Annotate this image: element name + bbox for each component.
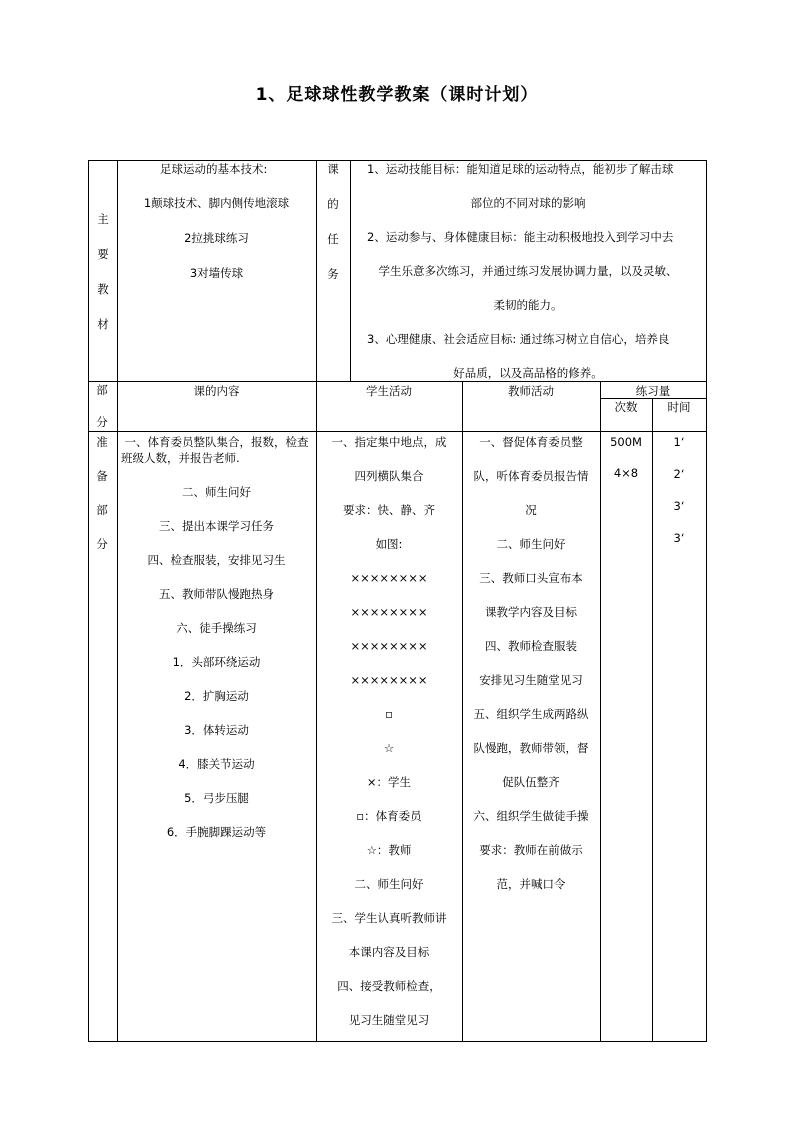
lesson-task-line: 3、心理健康、社会适应目标: 通过练习树立自信心，培养良 [367, 332, 670, 346]
prep-content-line: 1．头部环绕运动 [172, 655, 261, 669]
main-material-label-char: 要 [97, 247, 109, 261]
header-student: 学生活动 [366, 384, 412, 398]
lesson-task-label-char: 的 [327, 197, 339, 211]
prep-duration-value: 3‘ [673, 531, 685, 545]
header-content: 课的内容 [193, 384, 240, 398]
table-border-bottom [88, 1041, 707, 1042]
table-border-top [88, 160, 707, 161]
lesson-task-line: 部位的不同对球的影响 [470, 196, 586, 210]
prep-content-line: 五、教师带队慢跑热身 [159, 587, 274, 601]
lesson-task-line: 2、运动参与、身体健康目标：能主动积极地投入到学习中去 [367, 230, 674, 244]
table-border-right [706, 160, 707, 1041]
prep-teacher-line: 六、组织学生做徒手操 [473, 809, 589, 823]
prep-student-line: 见习生随堂见习 [348, 1013, 430, 1027]
prep-times-value: 4×8 [613, 466, 639, 480]
prep-student-line: ☆ [383, 741, 395, 755]
prep-teacher-line: 一、督促体育委员整 [479, 435, 583, 449]
prep-student-line: 四列横队集合 [354, 469, 424, 483]
header-part-char: 部 [96, 383, 108, 397]
prep-student-line: ▫ [385, 707, 393, 721]
prep-content-line: 三、提出本课学习任务 [159, 519, 274, 533]
lesson-task-line: 好品质，以及高品格的修养。 [453, 366, 603, 380]
main-material-line: 1颠球技术、脚内侧传地滚球 [143, 196, 290, 210]
prep-duration-value: 1‘ [673, 435, 685, 449]
header-times: 次数 [614, 400, 638, 414]
prep-content-line: 六、徒手操练习 [176, 621, 257, 635]
prep-teacher-line: 五、组织学生成两路纵 [473, 707, 589, 721]
prep-times-value: 500M [610, 435, 642, 449]
col-divider-teacher [600, 381, 601, 1041]
header-practice: 练习量 [635, 384, 671, 398]
prep-student-line: ×××××××× [350, 571, 428, 585]
prep-content-line: 二、师生问好 [182, 485, 251, 499]
lesson-task-line: 柔韧的能力。 [493, 298, 563, 312]
header-duration: 时间 [667, 400, 691, 414]
prep-content-line: 4．膝关节运动 [178, 757, 255, 771]
table-border-left [88, 160, 89, 1041]
main-material-label-char: 教 [97, 282, 109, 296]
row-divider-body [88, 431, 707, 432]
prep-student-line: ×××××××× [350, 673, 428, 687]
prep-content-line: 四、检查服装，安排见习生 [147, 553, 286, 567]
prep-part-char: 备 [96, 469, 108, 483]
prep-part-char: 准 [96, 435, 108, 449]
prep-student-line: 本课内容及目标 [348, 945, 430, 959]
prep-duration-value: 2‘ [673, 467, 685, 481]
prep-student-line: 二、师生问好 [354, 877, 424, 891]
prep-student-line: 三、学生认真听教师讲 [331, 911, 447, 925]
col-divider-practice [652, 398, 653, 1041]
col-divider-content [316, 160, 317, 1041]
prep-teacher-line: 安排见习生随堂见习 [479, 673, 583, 687]
header-teacher: 教师活动 [508, 384, 554, 398]
prep-teacher-line: 范，并喊口令 [496, 877, 566, 891]
page-title: 1、足球球性教学教案（课时计划） [255, 85, 539, 105]
prep-teacher-line: 队慢跑，教师带领，督 [473, 741, 589, 755]
prep-student-line: ×：学生 [366, 775, 412, 789]
prep-student-line: 一、指定集中地点，成 [331, 435, 447, 449]
lesson-task-label-char: 务 [327, 267, 339, 281]
prep-student-line: ☆：教师 [366, 843, 412, 857]
prep-part-char: 分 [96, 537, 108, 551]
prep-student-line: 如图: [375, 537, 403, 551]
prep-content-line: 3．体转运动 [184, 723, 249, 737]
prep-teacher-line: 队，听体育委员报告情 [473, 469, 589, 483]
lesson-task-label-char: 任 [327, 232, 339, 246]
prep-teacher-line: 四、教师检查服装 [485, 639, 577, 653]
prep-teacher-line: 况 [525, 503, 537, 517]
prep-student-line: 四、接受教师检查， [337, 979, 441, 993]
lesson-task-line: 学生乐意多次练习，并通过练习发展协调力量，以及灵敏、 [378, 264, 678, 278]
prep-teacher-line: 促队伍整齐 [502, 775, 560, 789]
main-material-label-char: 主 [97, 212, 109, 226]
prep-student-line: ▫：体育委员 [356, 809, 422, 823]
prep-content-line: 班级人数，并报告老师. [121, 451, 240, 465]
prep-student-line: ×××××××× [350, 639, 428, 653]
main-material-line: 足球运动的基本技术: [160, 162, 268, 176]
lesson-task-label-char: 课 [327, 162, 339, 176]
header-part-char: 分 [96, 415, 108, 429]
prep-teacher-line: 二、师生问好 [496, 537, 566, 551]
prep-content-line: 5．弓步压腿 [184, 791, 249, 805]
prep-student-line: 要求：快、静、齐 [343, 503, 435, 517]
prep-part-char: 部 [96, 503, 108, 517]
main-material-line: 2拉挑球练习 [184, 231, 249, 245]
row-divider-header [88, 381, 707, 382]
prep-teacher-line: 课教学内容及目标 [485, 605, 577, 619]
prep-content-line: 一、体育委员整队集合，报数，检查 [124, 435, 309, 449]
prep-student-line: ×××××××× [350, 605, 428, 619]
main-material-label-char: 材 [97, 317, 109, 331]
prep-content-line: 6．手腕脚踝运动等 [166, 825, 267, 839]
prep-content-line: 2．扩胸运动 [184, 689, 249, 703]
lesson-task-line: 1、运动技能目标：能知道足球的运动特点，能初步了解击球 [367, 162, 674, 176]
prep-teacher-line: 要求：教师在前做示 [479, 843, 583, 857]
prep-duration-value: 3‘ [673, 499, 685, 513]
main-material-line: 3对墙传球 [189, 266, 244, 280]
practice-sub-divider [600, 398, 707, 399]
prep-teacher-line: 三、教师口头宣布本 [479, 571, 583, 585]
